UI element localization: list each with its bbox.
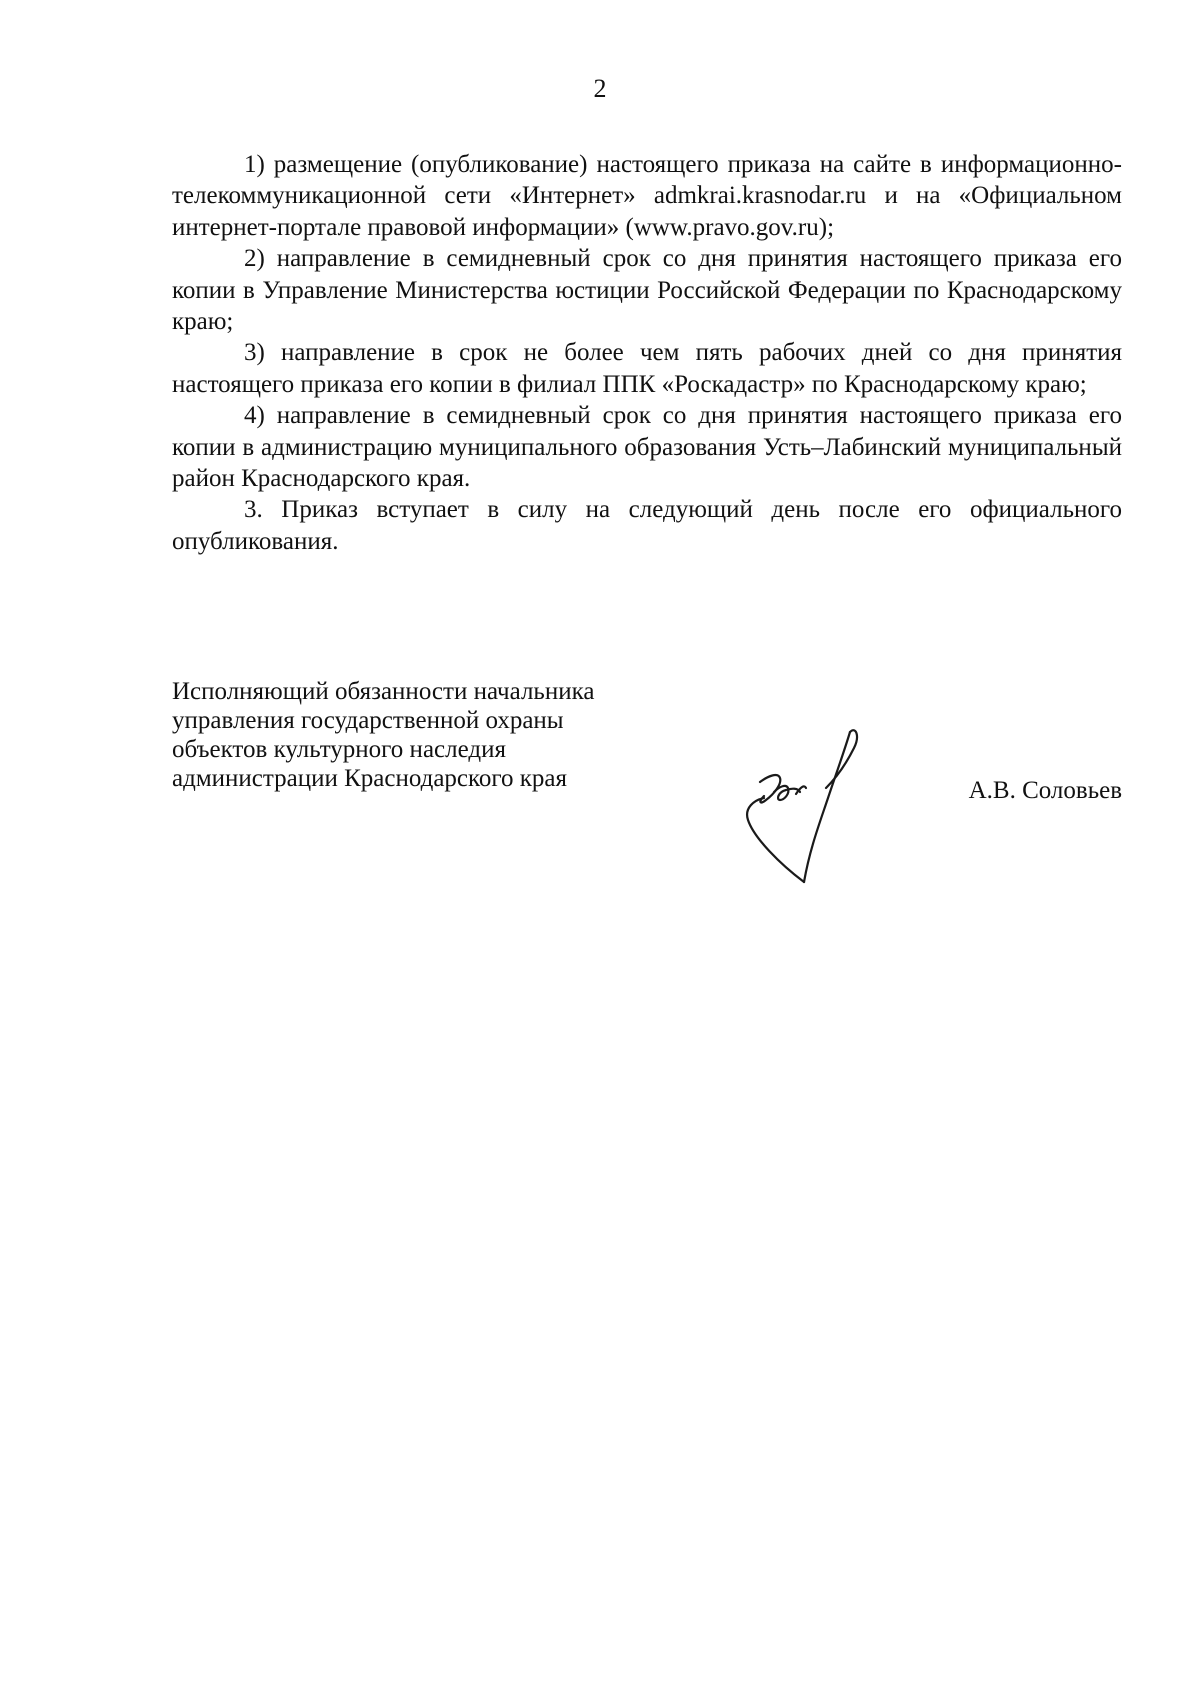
signer-name: А.В. Соловьев xyxy=(968,777,1122,804)
signer-position-line-3: объектов культурного наследия xyxy=(172,736,506,763)
paragraph-clause-3: 3. Приказ вступает в силу на следующий день после его официального опубликования. xyxy=(172,496,1122,555)
paragraph-item-1: 1) размещение (опубликование) настоящего приказа на сайте в информационно-телекоммуникационной сети «Интернет» admkrai.krasnodar.ru и на «Официальном интернет-портале правовой информации» (www.pravo.gov.ru); xyxy=(172,151,1122,241)
handwritten-signature xyxy=(740,722,900,897)
document-body xyxy=(172,149,1122,557)
page-number: 2 xyxy=(593,74,607,103)
signer-position-line-2: управления государственной охраны xyxy=(172,707,564,734)
signer-position-line-4: администрации Краснодарского края xyxy=(172,765,568,792)
paragraph-item-3: 3) направление в срок не более чем пять рабочих дней со дня принятия настоящего приказа его копии в филиал ППК «Роскадастр» по Краснодарскому краю; xyxy=(172,339,1122,398)
signature-block xyxy=(172,677,1122,907)
paragraph-item-4: 4) направление в семидневный срок со дня принятия настоящего приказа его копии в администрацию муниципального образования Усть–Лабинский муниципальный район Краснодарского края. xyxy=(172,402,1122,493)
signer-position-line-1: Исполняющий обязанности начальника xyxy=(172,678,595,705)
paragraph-item-2: 2) направление в семидневный срок со дня принятия настоящего приказа его копии в Управление Министерства юстиции Российской Федерации по Краснодарскому краю; xyxy=(172,245,1122,336)
